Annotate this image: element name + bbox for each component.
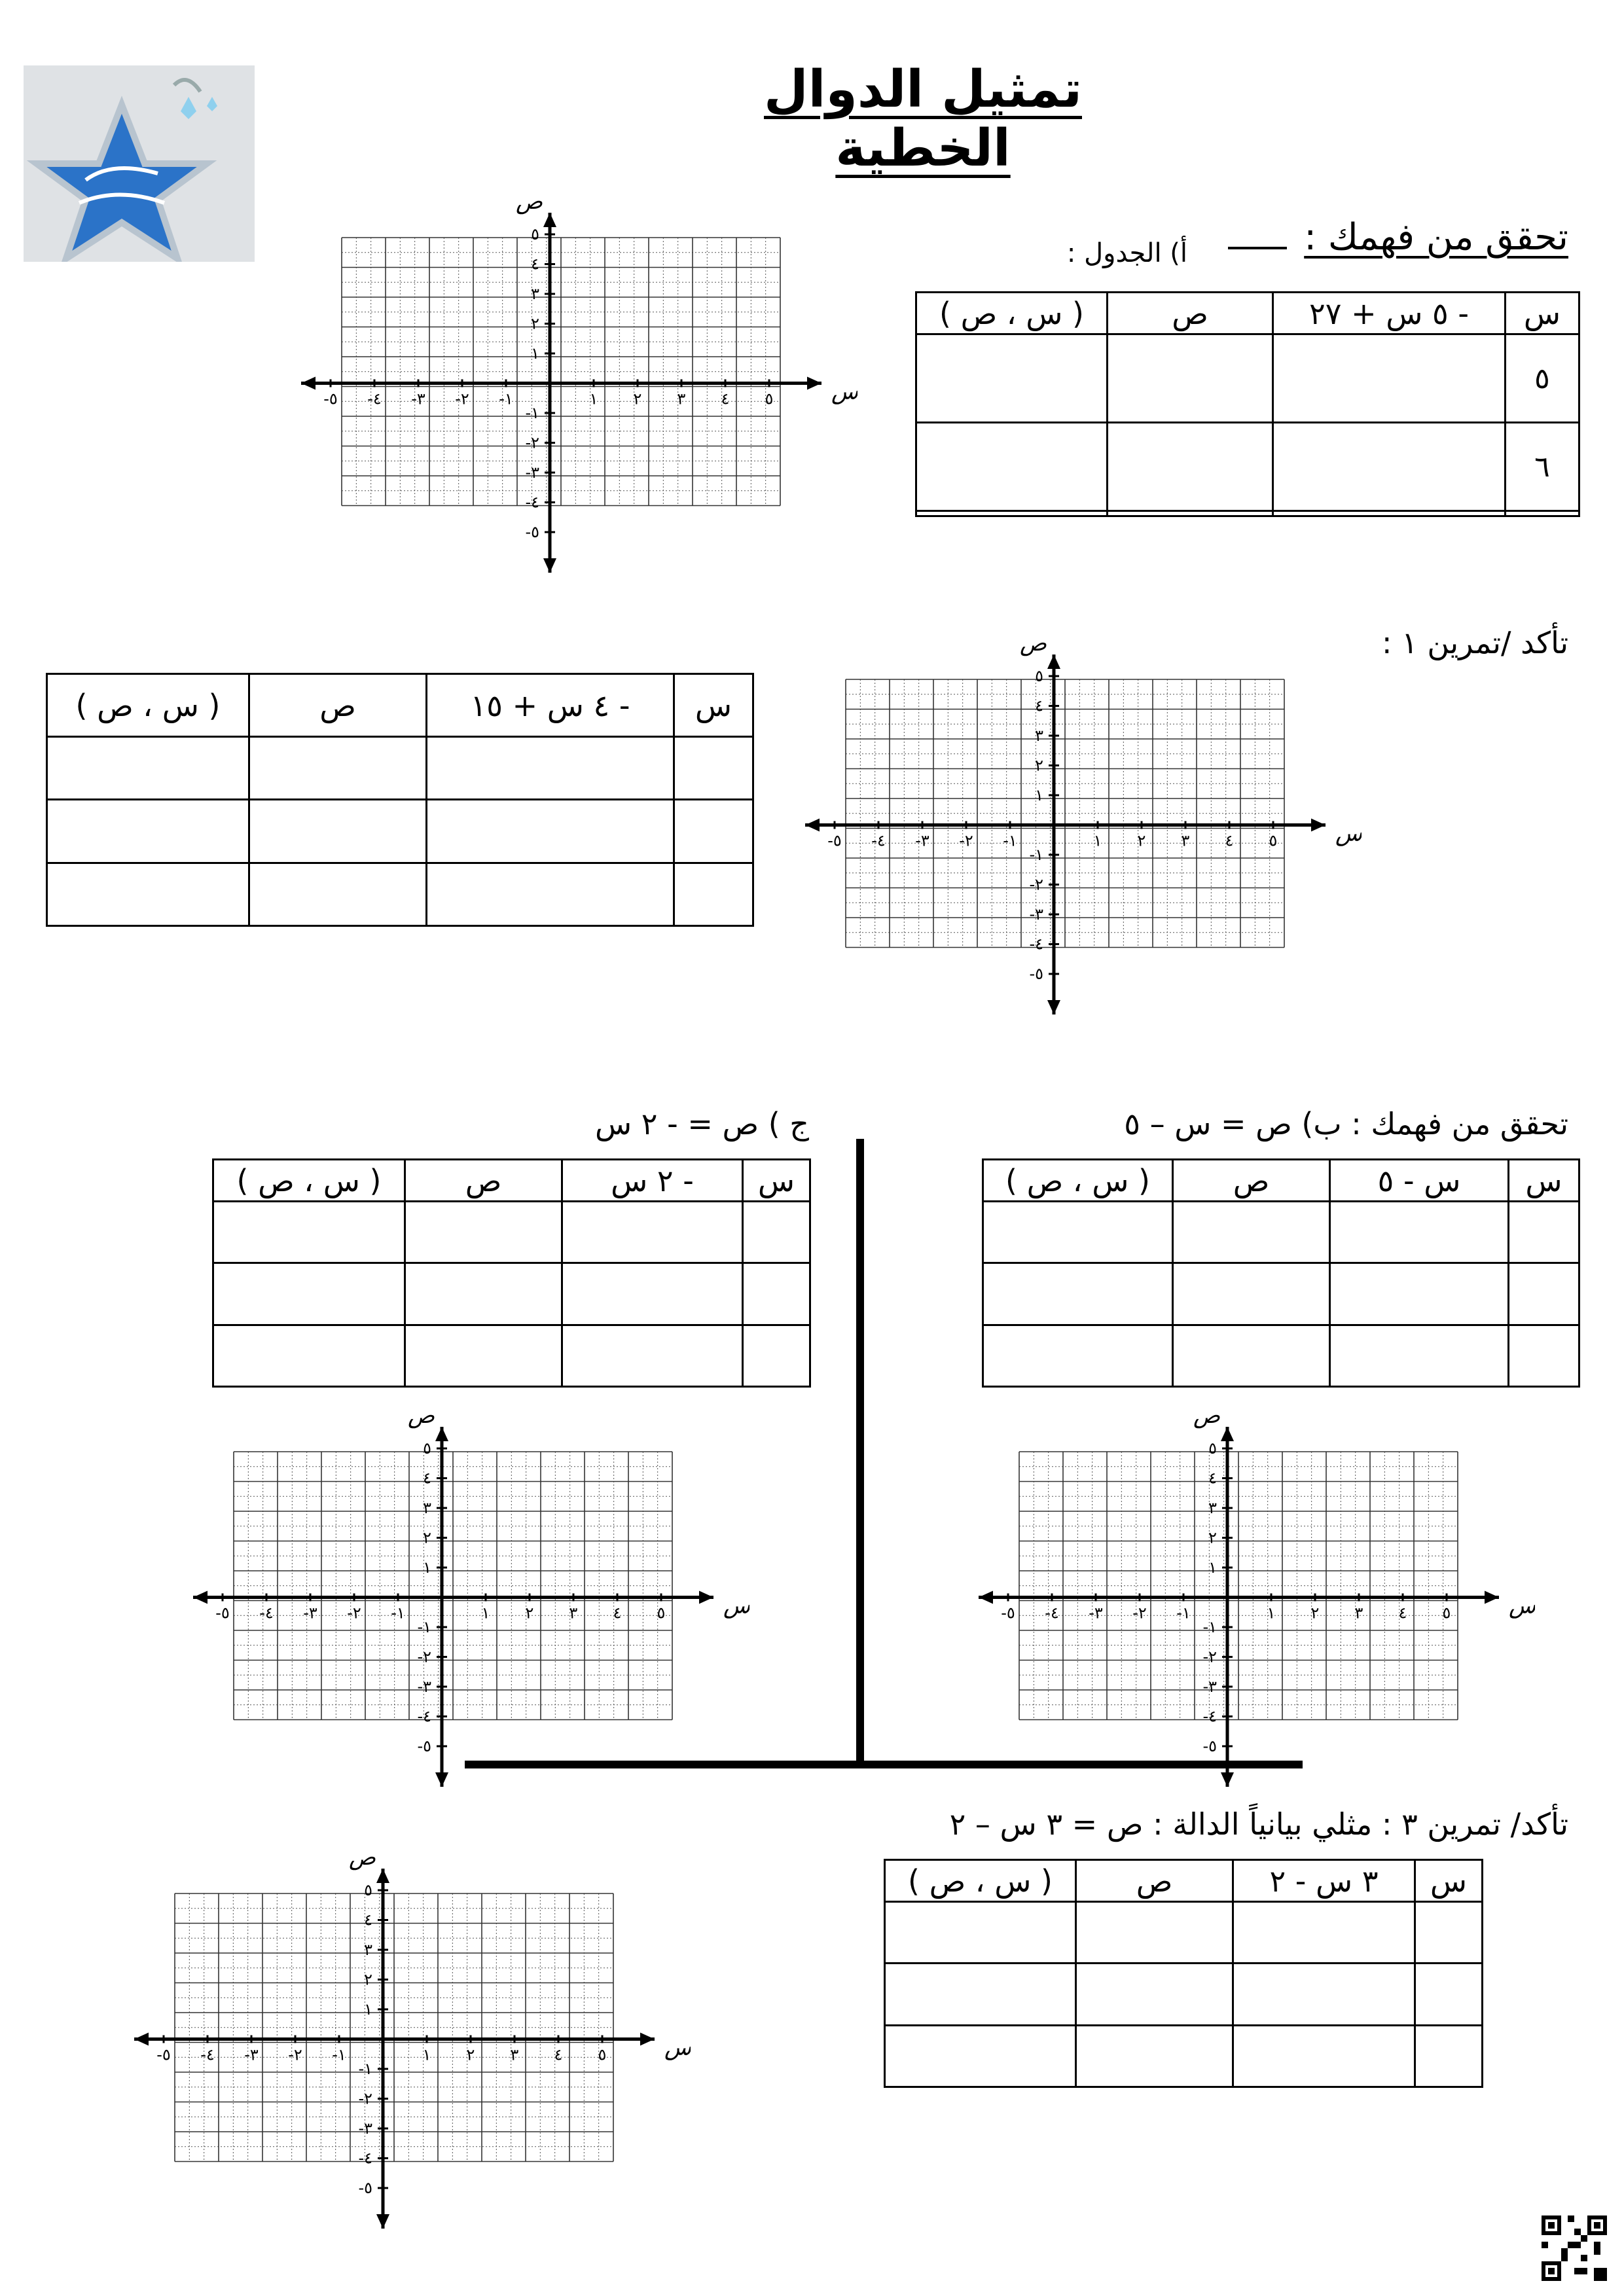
table-row <box>916 334 1579 423</box>
table-cell[interactable] <box>213 1202 405 1263</box>
table-row <box>213 1263 810 1325</box>
grid-svg <box>187 1401 749 1793</box>
x-axis-arrow-right <box>699 1591 713 1604</box>
table-row <box>47 800 753 863</box>
table-cell[interactable] <box>47 800 249 863</box>
values-table-ex3 <box>884 1859 1483 2088</box>
y-axis-arrow-down <box>543 558 556 573</box>
table-cell[interactable] <box>674 737 753 800</box>
table-cell[interactable] <box>562 1263 743 1325</box>
star-keychain-icon <box>24 65 255 262</box>
table-cell[interactable] <box>427 800 674 863</box>
x-tick-label: -٥ <box>827 831 842 850</box>
table-header: ( س ، ص ) <box>213 1160 405 1202</box>
table-cell[interactable] <box>1415 1902 1483 1964</box>
x-tick-label: -١ <box>1003 831 1017 850</box>
x-tick-label: -٤ <box>259 1604 274 1623</box>
qr-code-icon <box>1542 2215 1607 2281</box>
vertical-divider <box>856 1139 864 1767</box>
table-cell[interactable] <box>1108 423 1273 511</box>
y-tick-label: -٥ <box>1202 1737 1217 1755</box>
y-tick-label: ٢ <box>423 1528 431 1547</box>
y-tick-label: -٢ <box>358 2089 372 2108</box>
y-axis-arrow-up <box>1047 655 1060 669</box>
x-tick-label: ٤ <box>721 389 730 408</box>
y-tick-label: -٣ <box>525 463 539 482</box>
table-header: - ٥ س + ٢٧ <box>1273 293 1506 334</box>
x-tick-label: -٢ <box>288 2045 302 2064</box>
y-tick-label: -٢ <box>1202 1647 1217 1666</box>
table-cell[interactable] <box>1108 511 1273 516</box>
y-axis-arrow-down <box>1047 1000 1060 1014</box>
table-header: ( س ، ص ) <box>47 674 249 737</box>
table-header: س <box>1509 1160 1579 1202</box>
table-header: ٣ س - ٢ <box>1233 1860 1415 1902</box>
x-tick-label: ٢ <box>1137 831 1146 850</box>
table-header: س <box>1506 293 1579 334</box>
table-header: ص <box>1076 1860 1233 1902</box>
table-row <box>983 1202 1579 1263</box>
y-tick-label: ٤ <box>1208 1469 1217 1488</box>
y-axis-label: ص <box>516 188 543 215</box>
y-tick-label: ٥ <box>531 225 539 243</box>
x-tick-label: ٤ <box>1398 1604 1407 1623</box>
y-tick-label: -٥ <box>417 1737 431 1755</box>
table-row <box>885 2025 1483 2087</box>
table-row <box>983 1325 1579 1386</box>
y-tick-label: ٣ <box>364 1941 372 1959</box>
x-tick-label: ٣ <box>510 2045 519 2064</box>
y-tick-label: -١ <box>1029 846 1043 864</box>
table-cell[interactable] <box>1330 1202 1509 1263</box>
x-tick-label: ٢ <box>466 2045 475 2064</box>
coordinate-grid-b[interactable] <box>972 1401 1535 1796</box>
x-axis-arrow-left <box>805 819 820 832</box>
values-table-a <box>915 291 1580 517</box>
table-cell[interactable] <box>983 1263 1173 1325</box>
y-tick-label: -٤ <box>525 493 539 512</box>
x-tick-label: ١ <box>589 389 598 408</box>
y-tick-label: ٢ <box>1035 756 1043 775</box>
y-tick-label: -٢ <box>1029 875 1043 894</box>
table-header: - ٤ س + ١٥ <box>427 674 674 737</box>
x-tick-label: -٤ <box>1045 1604 1059 1623</box>
y-tick-label: -٤ <box>1029 935 1043 954</box>
x-tick-label: -٤ <box>367 389 382 408</box>
y-axis-label: ص <box>1193 1403 1221 1429</box>
logo-image <box>24 65 255 262</box>
table-cell[interactable] <box>405 1325 562 1386</box>
y-tick-label: ١ <box>1035 786 1043 804</box>
table-cell[interactable] <box>47 863 249 925</box>
table-cell[interactable] <box>674 800 753 863</box>
y-axis-arrow-up <box>376 1869 389 1883</box>
x-tick-label: -١ <box>391 1604 405 1623</box>
y-tick-label: ٤ <box>423 1469 431 1488</box>
table-cell[interactable] <box>983 1325 1173 1386</box>
table-cell[interactable] <box>249 863 427 925</box>
table-cell[interactable] <box>983 1202 1173 1263</box>
table-row <box>885 1964 1483 2025</box>
table-cell[interactable] <box>1233 2025 1415 2087</box>
table-cell[interactable] <box>1076 2025 1233 2087</box>
x-tick-label: -٣ <box>244 2045 259 2064</box>
table-header: ( س ، ص ) <box>916 293 1108 334</box>
section-c-label: ج ) ص = - ٢ س <box>594 1106 809 1141</box>
values-table-ex1 <box>46 673 754 927</box>
y-tick-label: ٤ <box>1035 696 1043 715</box>
table-cell[interactable] <box>1076 1902 1233 1964</box>
table-header: ( س ، ص ) <box>885 1860 1076 1902</box>
y-tick-label: -٥ <box>358 2179 372 2197</box>
table-cell[interactable] <box>1273 511 1506 516</box>
y-tick-label: -١ <box>417 1618 431 1636</box>
y-tick-label: ٣ <box>423 1499 431 1517</box>
x-tick-label: -٣ <box>1089 1604 1103 1623</box>
y-tick-label: -٤ <box>417 1707 431 1726</box>
blank-line <box>1228 247 1287 249</box>
x-tick-label: ٤ <box>613 1604 622 1623</box>
x-tick-label: ٣ <box>677 389 686 408</box>
table-row <box>213 1202 810 1263</box>
x-tick-label: ١ <box>481 1604 490 1623</box>
x-tick-label: ١ <box>1267 1604 1276 1623</box>
table-sublabel: أ) الجدول : <box>1066 238 1187 268</box>
x-tick-label: ٥ <box>1269 831 1278 850</box>
table-header: س <box>1415 1860 1483 1902</box>
y-tick-label: -٣ <box>417 1677 431 1696</box>
x-axis-label: س <box>831 378 857 405</box>
table-cell[interactable] <box>916 511 1108 516</box>
y-tick-label: -٢ <box>417 1647 431 1666</box>
x-axis-label: س <box>664 2034 691 2061</box>
y-axis-label: ص <box>349 1844 376 1871</box>
x-tick-label: -٢ <box>347 1604 361 1623</box>
table-cell[interactable] <box>743 1202 810 1263</box>
x-axis-arrow-left <box>301 377 316 390</box>
table-row <box>983 1263 1579 1325</box>
table-header: س <box>674 674 753 737</box>
x-tick-label: ٥ <box>598 2045 607 2064</box>
y-tick-label: ٥ <box>1208 1439 1217 1458</box>
y-axis-label: ص <box>1020 630 1047 656</box>
table-cell: ٥ <box>1506 334 1579 423</box>
y-tick-label: ٤ <box>531 255 539 274</box>
x-tick-label: -٥ <box>1001 1604 1015 1623</box>
grid-svg <box>295 187 857 579</box>
qr-code <box>1542 2215 1607 2281</box>
x-axis-arrow-right <box>640 2033 655 2046</box>
table-cell[interactable] <box>1509 1263 1579 1325</box>
x-tick-label: ٥ <box>765 389 774 408</box>
x-tick-label: ٣ <box>569 1604 578 1623</box>
y-tick-label: -٥ <box>525 523 539 541</box>
values-table-c <box>212 1158 811 1388</box>
x-axis-label: س <box>1509 1592 1535 1619</box>
table-cell[interactable] <box>885 1902 1076 1964</box>
y-tick-label: -١ <box>525 404 539 422</box>
table-row <box>885 1902 1483 1964</box>
y-tick-label: -٤ <box>358 2149 372 2168</box>
y-tick-label: ٤ <box>364 1910 372 1929</box>
y-tick-label: ٥ <box>364 1881 372 1899</box>
table-cell[interactable] <box>1330 1263 1509 1325</box>
check-understanding-text: تحقق من فهمك : <box>1304 216 1568 259</box>
y-tick-label: -٥ <box>1029 965 1043 983</box>
y-axis-arrow-up <box>435 1427 448 1441</box>
table-cell[interactable] <box>1173 1263 1330 1325</box>
table-header: ص <box>1108 293 1273 334</box>
x-tick-label: -٢ <box>959 831 973 850</box>
table-cell[interactable] <box>916 334 1108 423</box>
table-cell[interactable] <box>1233 1964 1415 2025</box>
table-cell[interactable] <box>405 1263 562 1325</box>
values-table-b <box>982 1158 1580 1388</box>
y-tick-label: ١ <box>1208 1558 1217 1577</box>
exercise-3-label: تأكد/ تمرين ٣ : مثلي بيانياً الدالة : ص = ٣ س – ٢ <box>949 1806 1568 1842</box>
y-tick-label: -١ <box>358 2060 372 2078</box>
table-cell[interactable] <box>743 1263 810 1325</box>
table-cell[interactable] <box>1173 1202 1330 1263</box>
table-row <box>916 511 1579 516</box>
y-axis-arrow-up <box>543 213 556 227</box>
table-cell[interactable] <box>47 737 249 800</box>
table-cell[interactable] <box>674 863 753 925</box>
coordinate-grid-c[interactable] <box>187 1401 749 1796</box>
coordinate-grid-a[interactable] <box>295 187 857 582</box>
x-tick-label: -٥ <box>215 1604 230 1623</box>
x-tick-label: -٢ <box>1132 1604 1147 1623</box>
x-tick-label: ١ <box>422 2045 431 2064</box>
table-cell[interactable] <box>885 2025 1076 2087</box>
x-tick-label: -٢ <box>455 389 469 408</box>
grid-svg <box>972 1401 1535 1793</box>
exercise-1-label: تأكد /تمرين ١ : <box>1381 625 1568 660</box>
x-tick-label: -١ <box>1176 1604 1191 1623</box>
x-axis-arrow-left <box>134 2033 149 2046</box>
y-tick-label: ١ <box>423 1558 431 1577</box>
x-tick-label: ٣ <box>1181 831 1190 850</box>
table-header: س - ٥ <box>1330 1160 1509 1202</box>
x-tick-label: -١ <box>499 389 513 408</box>
y-tick-label: -٣ <box>358 2119 372 2138</box>
table-cell: ٦ <box>1506 423 1579 511</box>
x-axis-arrow-right <box>1311 819 1326 832</box>
table-cell[interactable] <box>1173 1325 1330 1386</box>
y-axis-arrow-down <box>435 1772 448 1787</box>
table-cell[interactable] <box>213 1325 405 1386</box>
x-axis-arrow-right <box>1485 1591 1499 1604</box>
x-tick-label: -٥ <box>323 389 338 408</box>
x-tick-label: ٥ <box>657 1604 666 1623</box>
table-cell[interactable] <box>1076 1964 1233 2025</box>
table-cell[interactable] <box>1273 334 1506 423</box>
x-tick-label: ٢ <box>525 1604 534 1623</box>
x-axis-label: س <box>1335 820 1362 847</box>
table-header: - ٢ س <box>562 1160 743 1202</box>
table-cell[interactable] <box>249 800 427 863</box>
table-cell[interactable] <box>1415 2025 1483 2087</box>
y-axis-arrow-down <box>376 2214 389 2229</box>
y-tick-label: ٣ <box>531 285 539 303</box>
x-tick-label: -٥ <box>156 2045 171 2064</box>
y-tick-label: ٣ <box>1208 1499 1217 1517</box>
table-cell[interactable] <box>1330 1325 1509 1386</box>
table-row <box>916 423 1579 511</box>
y-tick-label: ٢ <box>1208 1528 1217 1547</box>
table-cell[interactable] <box>1233 1902 1415 1964</box>
y-tick-label: ٥ <box>423 1439 431 1458</box>
table-header: ص <box>1173 1160 1330 1202</box>
table-row <box>47 737 753 800</box>
x-tick-label: -١ <box>332 2045 346 2064</box>
y-tick-label: ٥ <box>1035 667 1043 685</box>
x-tick-label: -٣ <box>303 1604 317 1623</box>
check-understanding-label <box>1223 216 1568 259</box>
table-cell[interactable] <box>1273 423 1506 511</box>
y-tick-label: -١ <box>1202 1618 1217 1636</box>
table-cell[interactable] <box>885 1964 1076 2025</box>
x-tick-label: -٤ <box>200 2045 215 2064</box>
y-axis-arrow-down <box>1221 1772 1234 1787</box>
grid-svg <box>799 628 1362 1021</box>
table-header: س <box>743 1160 810 1202</box>
x-tick-label: ٤ <box>1225 831 1234 850</box>
table-cell[interactable] <box>1509 1325 1579 1386</box>
x-tick-label: ٢ <box>633 389 642 408</box>
x-axis-arrow-left <box>979 1591 993 1604</box>
y-tick-label: -٣ <box>1029 905 1043 924</box>
x-tick-label: ٤ <box>554 2045 563 2064</box>
table-cell[interactable] <box>562 1325 743 1386</box>
y-tick-label: ٣ <box>1035 726 1043 745</box>
table-cell[interactable] <box>1415 1964 1483 2025</box>
grid-svg <box>128 1842 691 2235</box>
x-axis-label: س <box>723 1592 749 1619</box>
table-cell[interactable] <box>916 423 1108 511</box>
y-tick-label: ١ <box>364 2000 372 2018</box>
table-row <box>213 1325 810 1386</box>
table-cell[interactable] <box>427 737 674 800</box>
x-tick-label: -٤ <box>871 831 886 850</box>
table-cell[interactable] <box>213 1263 405 1325</box>
y-tick-label: -٢ <box>525 433 539 452</box>
y-tick-label: ٢ <box>531 314 539 333</box>
table-cell[interactable] <box>1108 334 1273 423</box>
coordinate-grid-ex3[interactable] <box>128 1842 691 2238</box>
table-cell[interactable] <box>405 1202 562 1263</box>
x-axis-arrow-left <box>193 1591 208 1604</box>
x-tick-label: ٢ <box>1310 1604 1320 1623</box>
y-tick-label: ٢ <box>364 1970 372 1989</box>
table-cell[interactable] <box>249 737 427 800</box>
x-tick-label: -٣ <box>411 389 425 408</box>
x-tick-label: -٣ <box>915 831 929 850</box>
y-tick-label: ١ <box>531 344 539 363</box>
table-cell[interactable] <box>562 1202 743 1263</box>
page-title: تمثيل الدوال الخطية <box>763 60 1082 178</box>
y-tick-label: -٣ <box>1202 1677 1217 1696</box>
section-b-label: تحقق من فهمك : ب) ص = س – ٥ <box>1124 1106 1568 1141</box>
table-header: ص <box>249 674 427 737</box>
table-cell[interactable] <box>743 1325 810 1386</box>
coordinate-grid-ex1[interactable] <box>799 628 1362 1024</box>
table-cell[interactable] <box>1509 1202 1579 1263</box>
x-axis-arrow-right <box>807 377 821 390</box>
table-row <box>47 863 753 925</box>
x-tick-label: ٥ <box>1442 1604 1451 1623</box>
x-tick-label: ٣ <box>1354 1604 1363 1623</box>
table-cell[interactable] <box>427 863 674 925</box>
x-tick-label: ١ <box>1093 831 1102 850</box>
table-header: ( س ، ص ) <box>983 1160 1173 1202</box>
y-axis-arrow-up <box>1221 1427 1234 1441</box>
table-header: ص <box>405 1160 562 1202</box>
y-axis-label: ص <box>408 1403 435 1429</box>
y-tick-label: -٤ <box>1202 1707 1217 1726</box>
table-cell[interactable] <box>1506 511 1579 516</box>
